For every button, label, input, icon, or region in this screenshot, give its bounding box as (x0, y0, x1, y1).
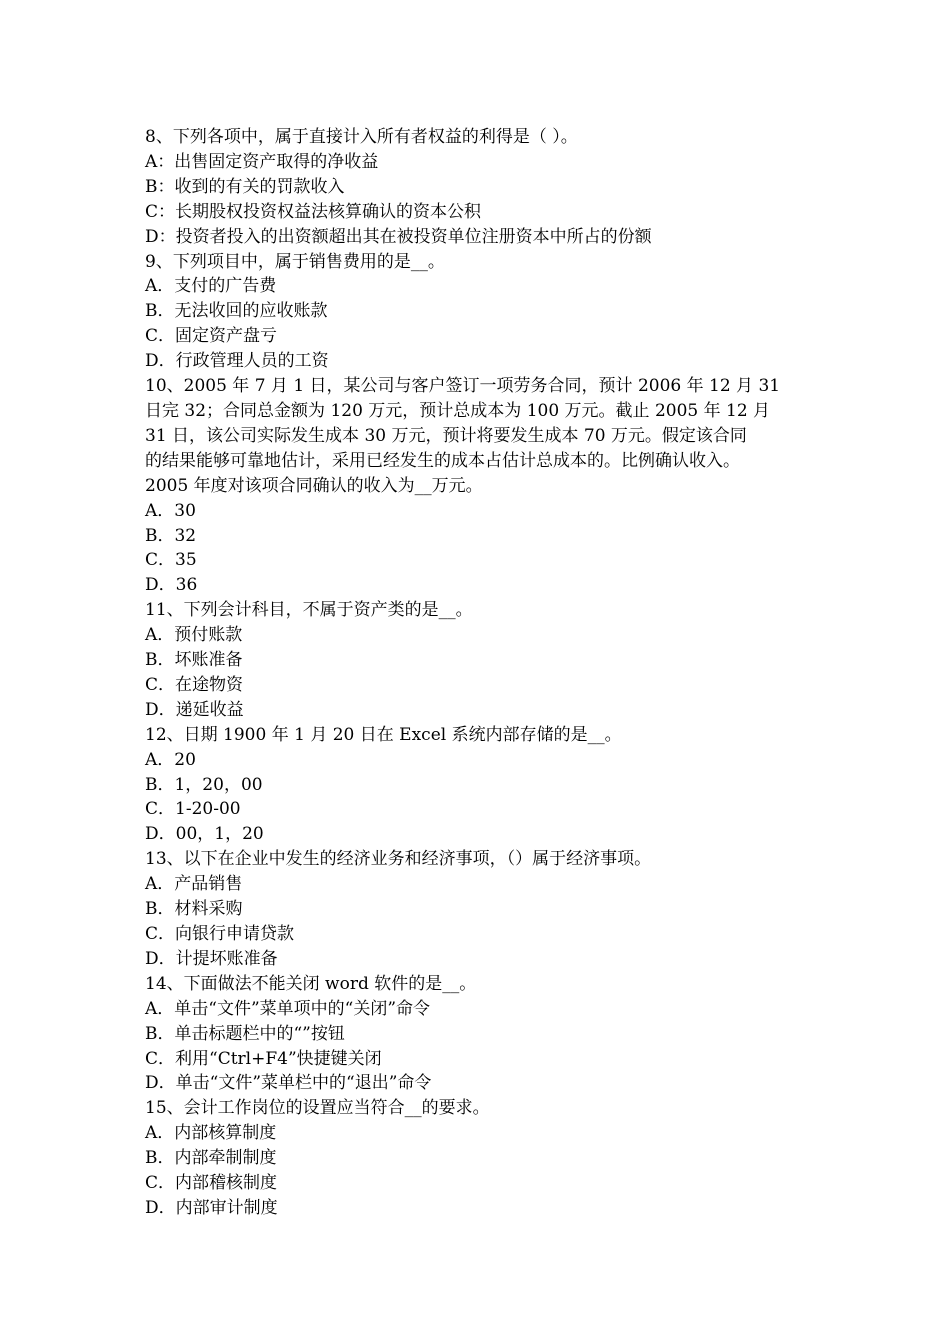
answer-option: D．单击“文件”菜单栏中的“退出”命令 (145, 1073, 432, 1094)
question-block (145, 374, 825, 598)
question-stem: 11、下列会计科目，不属于资产类的是__。 (145, 600, 473, 621)
answer-option: C．35 (145, 550, 197, 571)
answer-option: B．内部牵制制度 (145, 1148, 277, 1169)
question-stem: 8、下列各项中，属于直接计入所有者权益的利得是（ ）。 (145, 127, 578, 147)
answer-option: B．32 (145, 525, 197, 546)
question-list (145, 125, 825, 1221)
answer-option: A．支付的广告费 (145, 276, 277, 297)
answer-option: D．计提坏账准备 (145, 948, 278, 969)
answer-option: C．向银行申请贷款 (145, 924, 295, 944)
answer-option: C．固定资产盘亏 (145, 326, 278, 347)
question-stem: 9、下列项目中，属于销售费用的是__。 (145, 251, 445, 272)
question-stem: 10、2005 年 7 月 1 日，某公司与客户签订一项劳务合同，预计 2006 年 12 月 31 (145, 376, 781, 397)
answer-option: D．00，1，20 (145, 824, 264, 845)
answer-option: D．36 (145, 575, 198, 596)
answer-option: A．预付账款 (145, 625, 243, 646)
question-stem-continued: 的结果能够可靠地估计，采用已经发生的成本占估计总成本的。比例确认收入。 (145, 450, 740, 471)
question-block (145, 125, 825, 250)
answer-option: A：出售固定资产取得的净收益 (145, 151, 379, 172)
answer-option: C．1-20-00 (145, 799, 241, 820)
answer-option: A．内部核算制度 (145, 1123, 277, 1144)
question-block (145, 723, 825, 848)
question-stem: 15、会计工作岗位的设置应当符合__的要求。 (145, 1098, 490, 1119)
question-block (145, 1096, 825, 1221)
answer-option: A．30 (145, 500, 196, 521)
answer-option: C．在途物资 (145, 674, 244, 695)
question-stem: 12、日期 1900 年 1 月 20 日在 Excel 系统内部存储的是__。 (145, 724, 622, 745)
answer-option: B．单击标题栏中的“”按钮 (145, 1023, 345, 1044)
answer-option: B．1，20，00 (145, 774, 263, 795)
question-stem-continued: 2005 年度对该项合同确认的收入为__万元。 (145, 475, 483, 496)
answer-option: D．行政管理人员的工资 (145, 351, 329, 372)
answer-option: D：投资者投入的出资额超出其在被投资单位注册资本中所占的份额 (145, 226, 652, 247)
answer-option: A．20 (145, 749, 196, 770)
answer-option: B：收到的有关的罚款收入 (145, 176, 345, 197)
answer-option: A．单击“文件”菜单项中的“关闭”命令 (145, 998, 431, 1019)
question-stem: 13、以下在企业中发生的经济业务和经济事项，（）属于经济事项。 (145, 849, 652, 870)
answer-option: C．内部稽核制度 (145, 1173, 278, 1194)
answer-option: D．内部审计制度 (145, 1197, 278, 1218)
question-stem: 14、下面做法不能关闭 word 软件的是__。 (145, 973, 477, 994)
question-block (145, 847, 825, 972)
answer-option: A．产品销售 (145, 874, 243, 895)
question-block (145, 250, 825, 375)
question-stem-continued: 31 日，该公司实际发生成本 30 万元，预计将要发生成本 70 万元。假定该合同 (145, 425, 747, 446)
answer-option: D．递延收益 (145, 699, 244, 720)
answer-option: B．无法收回的应收账款 (145, 301, 328, 322)
answer-option: B．材料采购 (145, 899, 243, 920)
question-stem-continued: 日完 32；合同总金额为 120 万元，预计总成本为 100 万元。截止 2005 年 12 月 (145, 400, 771, 421)
answer-option: C：长期股权投资权益法核算确认的资本公积 (145, 201, 482, 222)
question-block (145, 972, 825, 1097)
answer-option: B．坏账准备 (145, 650, 243, 671)
question-block (145, 598, 825, 723)
answer-option: C．利用“Ctrl+F4”快捷键关闭 (145, 1048, 382, 1069)
